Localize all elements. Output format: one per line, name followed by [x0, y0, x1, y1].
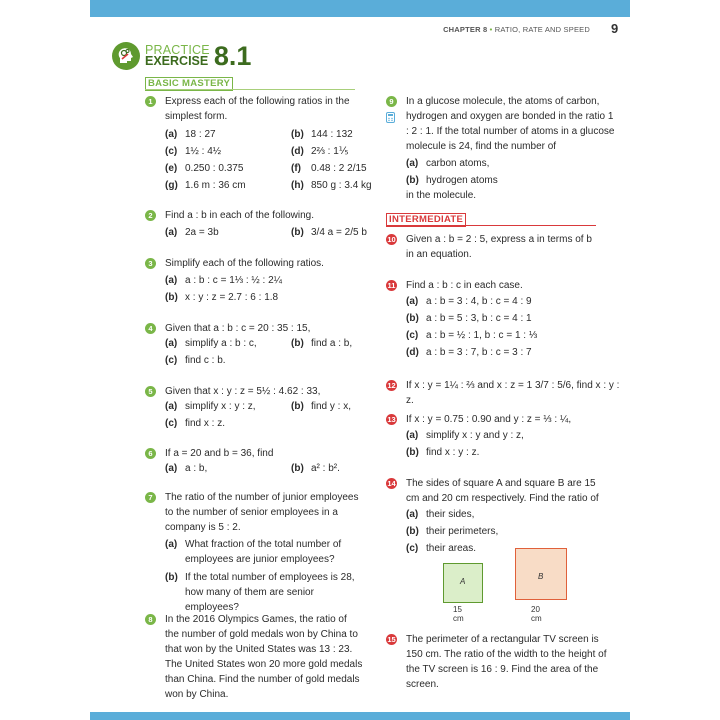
- part-label: (a): [165, 463, 178, 474]
- square-a-label: A: [460, 577, 466, 586]
- part-label: (e): [165, 163, 178, 174]
- part-label: (b): [291, 338, 304, 349]
- part-label: (c): [406, 330, 419, 341]
- part-label: (h): [291, 180, 304, 191]
- part-label: (c): [165, 146, 178, 157]
- part-label: (a): [406, 296, 419, 307]
- part-text: 1½ : 4½: [185, 146, 222, 157]
- question-number-badge: 3: [145, 258, 156, 269]
- question-part: [165, 399, 291, 414]
- question-number-badge: 15: [387, 635, 396, 644]
- question-part: [165, 416, 291, 431]
- part-text: What fraction of the total number of employees are junior employees?: [185, 539, 342, 565]
- part-label: (d): [406, 347, 419, 358]
- part-text: a : b = 5 : 3, b : c = 4 : 1: [426, 313, 532, 324]
- part-label: (b): [165, 292, 178, 303]
- part-label: (a): [165, 129, 178, 140]
- exercise-word-practice: PRACTICE: [145, 43, 210, 57]
- part-label: (b): [406, 175, 419, 186]
- question-number-badge: 6: [145, 448, 156, 459]
- question-part: [291, 144, 401, 159]
- part-text: find a : b,: [311, 338, 353, 349]
- part-text: simplify a : b : c,: [185, 338, 257, 349]
- question-part: [165, 290, 385, 305]
- question-text: If x : y = 0.75 : 0.90 and y : z = ⅓ : ¼,: [406, 414, 572, 425]
- section-divider: [386, 225, 596, 226]
- question-number-badge: 9: [386, 96, 397, 107]
- part-text: 144 : 132: [311, 129, 353, 140]
- question-part: [165, 225, 291, 240]
- question-number-badge: 13: [387, 415, 396, 424]
- question-number-badge: 4: [145, 323, 156, 334]
- section-divider: [145, 89, 355, 90]
- question-part: [291, 461, 401, 476]
- question-3: [145, 256, 375, 305]
- question-14: [386, 476, 611, 556]
- part-text: 18 : 27: [185, 129, 216, 140]
- question-part: [406, 345, 626, 360]
- question-text: Given that x : y : z = 5½ : 4.62 : 33,: [165, 386, 321, 397]
- part-text: a : b = 3 : 4, b : c = 4 : 9: [426, 296, 532, 307]
- part-text: find c : b.: [185, 355, 226, 366]
- part-text: x : y : z = 2.7 : 6 : 1.8: [185, 292, 279, 303]
- part-text: 1.6 m : 36 cm: [185, 180, 246, 191]
- part-text: find x : z.: [185, 418, 226, 429]
- question-part: [165, 127, 291, 142]
- part-label: (b): [291, 401, 304, 412]
- part-label: (a): [406, 509, 419, 520]
- question-text: The ratio of the number of junior employees to the number of senior employees in a company is 5 : 2.: [165, 492, 359, 533]
- square-b: [515, 548, 567, 600]
- section-basic-mastery: BASIC MASTERY: [145, 77, 233, 91]
- question-part: [165, 537, 360, 567]
- exercise-word-exercise: EXERCISE: [145, 54, 209, 68]
- part-label: (b): [406, 526, 419, 537]
- question-part: [406, 173, 626, 188]
- part-label: (c): [165, 418, 178, 429]
- question-part: [165, 353, 291, 368]
- part-text: their areas.: [426, 543, 477, 554]
- question-7: [145, 490, 360, 615]
- question-11: [386, 278, 616, 360]
- part-label: (b): [165, 572, 178, 583]
- question-4: [145, 321, 375, 368]
- question-part: [291, 178, 401, 193]
- part-label: (b): [406, 313, 419, 324]
- part-label: (b): [406, 447, 419, 458]
- question-text: Simplify each of the following ratios.: [165, 258, 324, 269]
- question-12: [386, 378, 626, 408]
- bullet-separator: •: [489, 25, 493, 34]
- question-text: The perimeter of a rectangular TV screen is 150 cm. The ratio of the width to the height of the TV screen is 16 : 9. Find the area of the screen.: [406, 634, 607, 690]
- question-text: Express each of the following ratios in the simplest form.: [165, 96, 350, 122]
- part-label: (a): [406, 158, 419, 169]
- part-label: (c): [406, 543, 419, 554]
- question-tail: in the molecule.: [406, 190, 477, 201]
- calculator-icon: [386, 112, 395, 126]
- question-number-badge: 8: [145, 614, 156, 625]
- question-part: [291, 225, 401, 240]
- bottom-banner: [90, 712, 630, 720]
- part-text: 2a = 3b: [185, 227, 219, 238]
- question-text: Given that a : b : c = 20 : 35 : 15,: [165, 323, 311, 334]
- question-part: [165, 273, 385, 288]
- part-text: 0.48 : 2 2/15: [311, 163, 367, 174]
- part-label: (f): [291, 163, 301, 174]
- part-text: a : b = ½ : 1, b : c = 1 : ⅓: [426, 330, 538, 341]
- part-text: a : b,: [185, 463, 208, 474]
- question-text: Given a : b = 2 : 5, express a in terms of b in an equation.: [406, 234, 592, 260]
- chapter-title: RATIO, RATE AND SPEED: [494, 25, 590, 34]
- part-text: a² : b².: [311, 463, 340, 474]
- square-b-side: 20 cm: [531, 605, 542, 623]
- part-label: (b): [291, 227, 304, 238]
- part-label: (a): [165, 401, 178, 412]
- question-text: Find a : b : c in each case.: [406, 280, 523, 291]
- question-part: [406, 524, 626, 539]
- part-text: 0.250 : 0.375: [185, 163, 244, 174]
- question-part: [165, 178, 291, 193]
- question-part: [406, 156, 626, 171]
- part-label: (a): [165, 227, 178, 238]
- question-part: [406, 294, 626, 309]
- part-label: (d): [291, 146, 304, 157]
- exercise-header: [112, 42, 251, 70]
- section-intermediate: INTERMEDIATE: [386, 213, 466, 227]
- question-part: [406, 311, 626, 326]
- part-label: (a): [165, 275, 178, 286]
- question-6: [145, 446, 375, 476]
- question-1: [145, 94, 375, 193]
- square-a-side: 15 cm: [453, 605, 464, 623]
- top-banner: [90, 0, 630, 17]
- part-label: (a): [165, 539, 178, 550]
- square-b-label: B: [538, 572, 544, 581]
- question-part: [406, 507, 626, 522]
- part-label: (c): [165, 355, 178, 366]
- question-number-badge: 7: [145, 492, 156, 503]
- running-head: [443, 25, 590, 34]
- part-text: If the total number of employees is 28, how many of them are senior employees?: [185, 572, 355, 613]
- question-15: [386, 632, 616, 692]
- question-text: In a glucose molecule, the atoms of carbon, hydrogen and oxygen are bonded in the ratio 1 : 2 : 1. If the total number of atoms in a glucose molecule is 24, find the number of: [406, 96, 615, 152]
- part-label: (a): [165, 338, 178, 349]
- part-text: 850 g : 3.4 kg: [311, 180, 372, 191]
- part-text: carbon atoms,: [426, 158, 490, 169]
- part-text: their sides,: [426, 509, 475, 520]
- part-label: (b): [291, 129, 304, 140]
- part-label: (a): [406, 430, 419, 441]
- exercise-number: 8.1: [213, 41, 252, 71]
- head-gears-pencil-icon: [112, 42, 140, 70]
- question-part: [165, 461, 291, 476]
- question-number-badge: 10: [387, 235, 396, 244]
- part-text: a : b = 3 : 7, b : c = 3 : 7: [426, 347, 532, 358]
- question-part: [165, 570, 360, 615]
- question-text: Find a : b in each of the following.: [165, 210, 314, 221]
- page-number: 9: [611, 21, 619, 36]
- question-text: In the 2016 Olympics Games, the ratio of the number of gold medals won by China to that won by the United States was 13 : 23. The United States won 20 more gold medals than China. Find the number of gold medals won by China.: [165, 614, 363, 700]
- question-part: [291, 127, 401, 142]
- question-number-badge: 2: [145, 210, 156, 221]
- question-number-badge: 1: [145, 96, 156, 107]
- question-text: The sides of square A and square B are 15 cm and 20 cm respectively. Find the ratio of: [406, 478, 599, 504]
- question-number-badge: 12: [387, 381, 396, 390]
- question-13: [386, 412, 616, 460]
- question-part: [165, 336, 291, 351]
- part-text: 2⅔ : 1⅕: [311, 146, 349, 157]
- part-text: their perimeters,: [426, 526, 499, 537]
- question-part: [406, 445, 626, 460]
- question-text: If x : y = 1¼ : ⅔ and x : z = 1 3/7 : 5/6, find x : y : z.: [406, 380, 620, 406]
- part-text: find x : y : z.: [426, 447, 480, 458]
- question-number-badge: 11: [387, 281, 396, 290]
- question-5: [145, 384, 375, 431]
- question-9: [386, 94, 616, 203]
- question-part: [406, 328, 626, 343]
- part-text: a : b : c = 1⅓ : ½ : 2¼: [185, 275, 283, 286]
- part-label: (g): [165, 180, 178, 191]
- question-number-badge: 14: [387, 479, 396, 488]
- question-8: [145, 612, 363, 702]
- question-2: [145, 208, 375, 240]
- part-text: simplify x : y and y : z,: [426, 430, 524, 441]
- question-number-badge: 5: [145, 386, 156, 397]
- question-part: [291, 336, 401, 351]
- question-text: If a = 20 and b = 36, find: [165, 448, 274, 459]
- part-text: 3/4 a = 2/5 b: [311, 227, 367, 238]
- square-a: [443, 563, 483, 603]
- part-text: find y : x,: [311, 401, 352, 412]
- chapter-label: CHAPTER 8: [443, 25, 488, 34]
- part-text: simplify x : y : z,: [185, 401, 256, 412]
- question-10: [386, 232, 601, 262]
- part-label: (b): [291, 463, 304, 474]
- question-part: [291, 399, 401, 414]
- question-part: [165, 144, 291, 159]
- question-part: [165, 161, 291, 176]
- question-part: [406, 428, 626, 443]
- part-text: hydrogen atoms: [426, 175, 498, 186]
- question-part: [291, 161, 401, 176]
